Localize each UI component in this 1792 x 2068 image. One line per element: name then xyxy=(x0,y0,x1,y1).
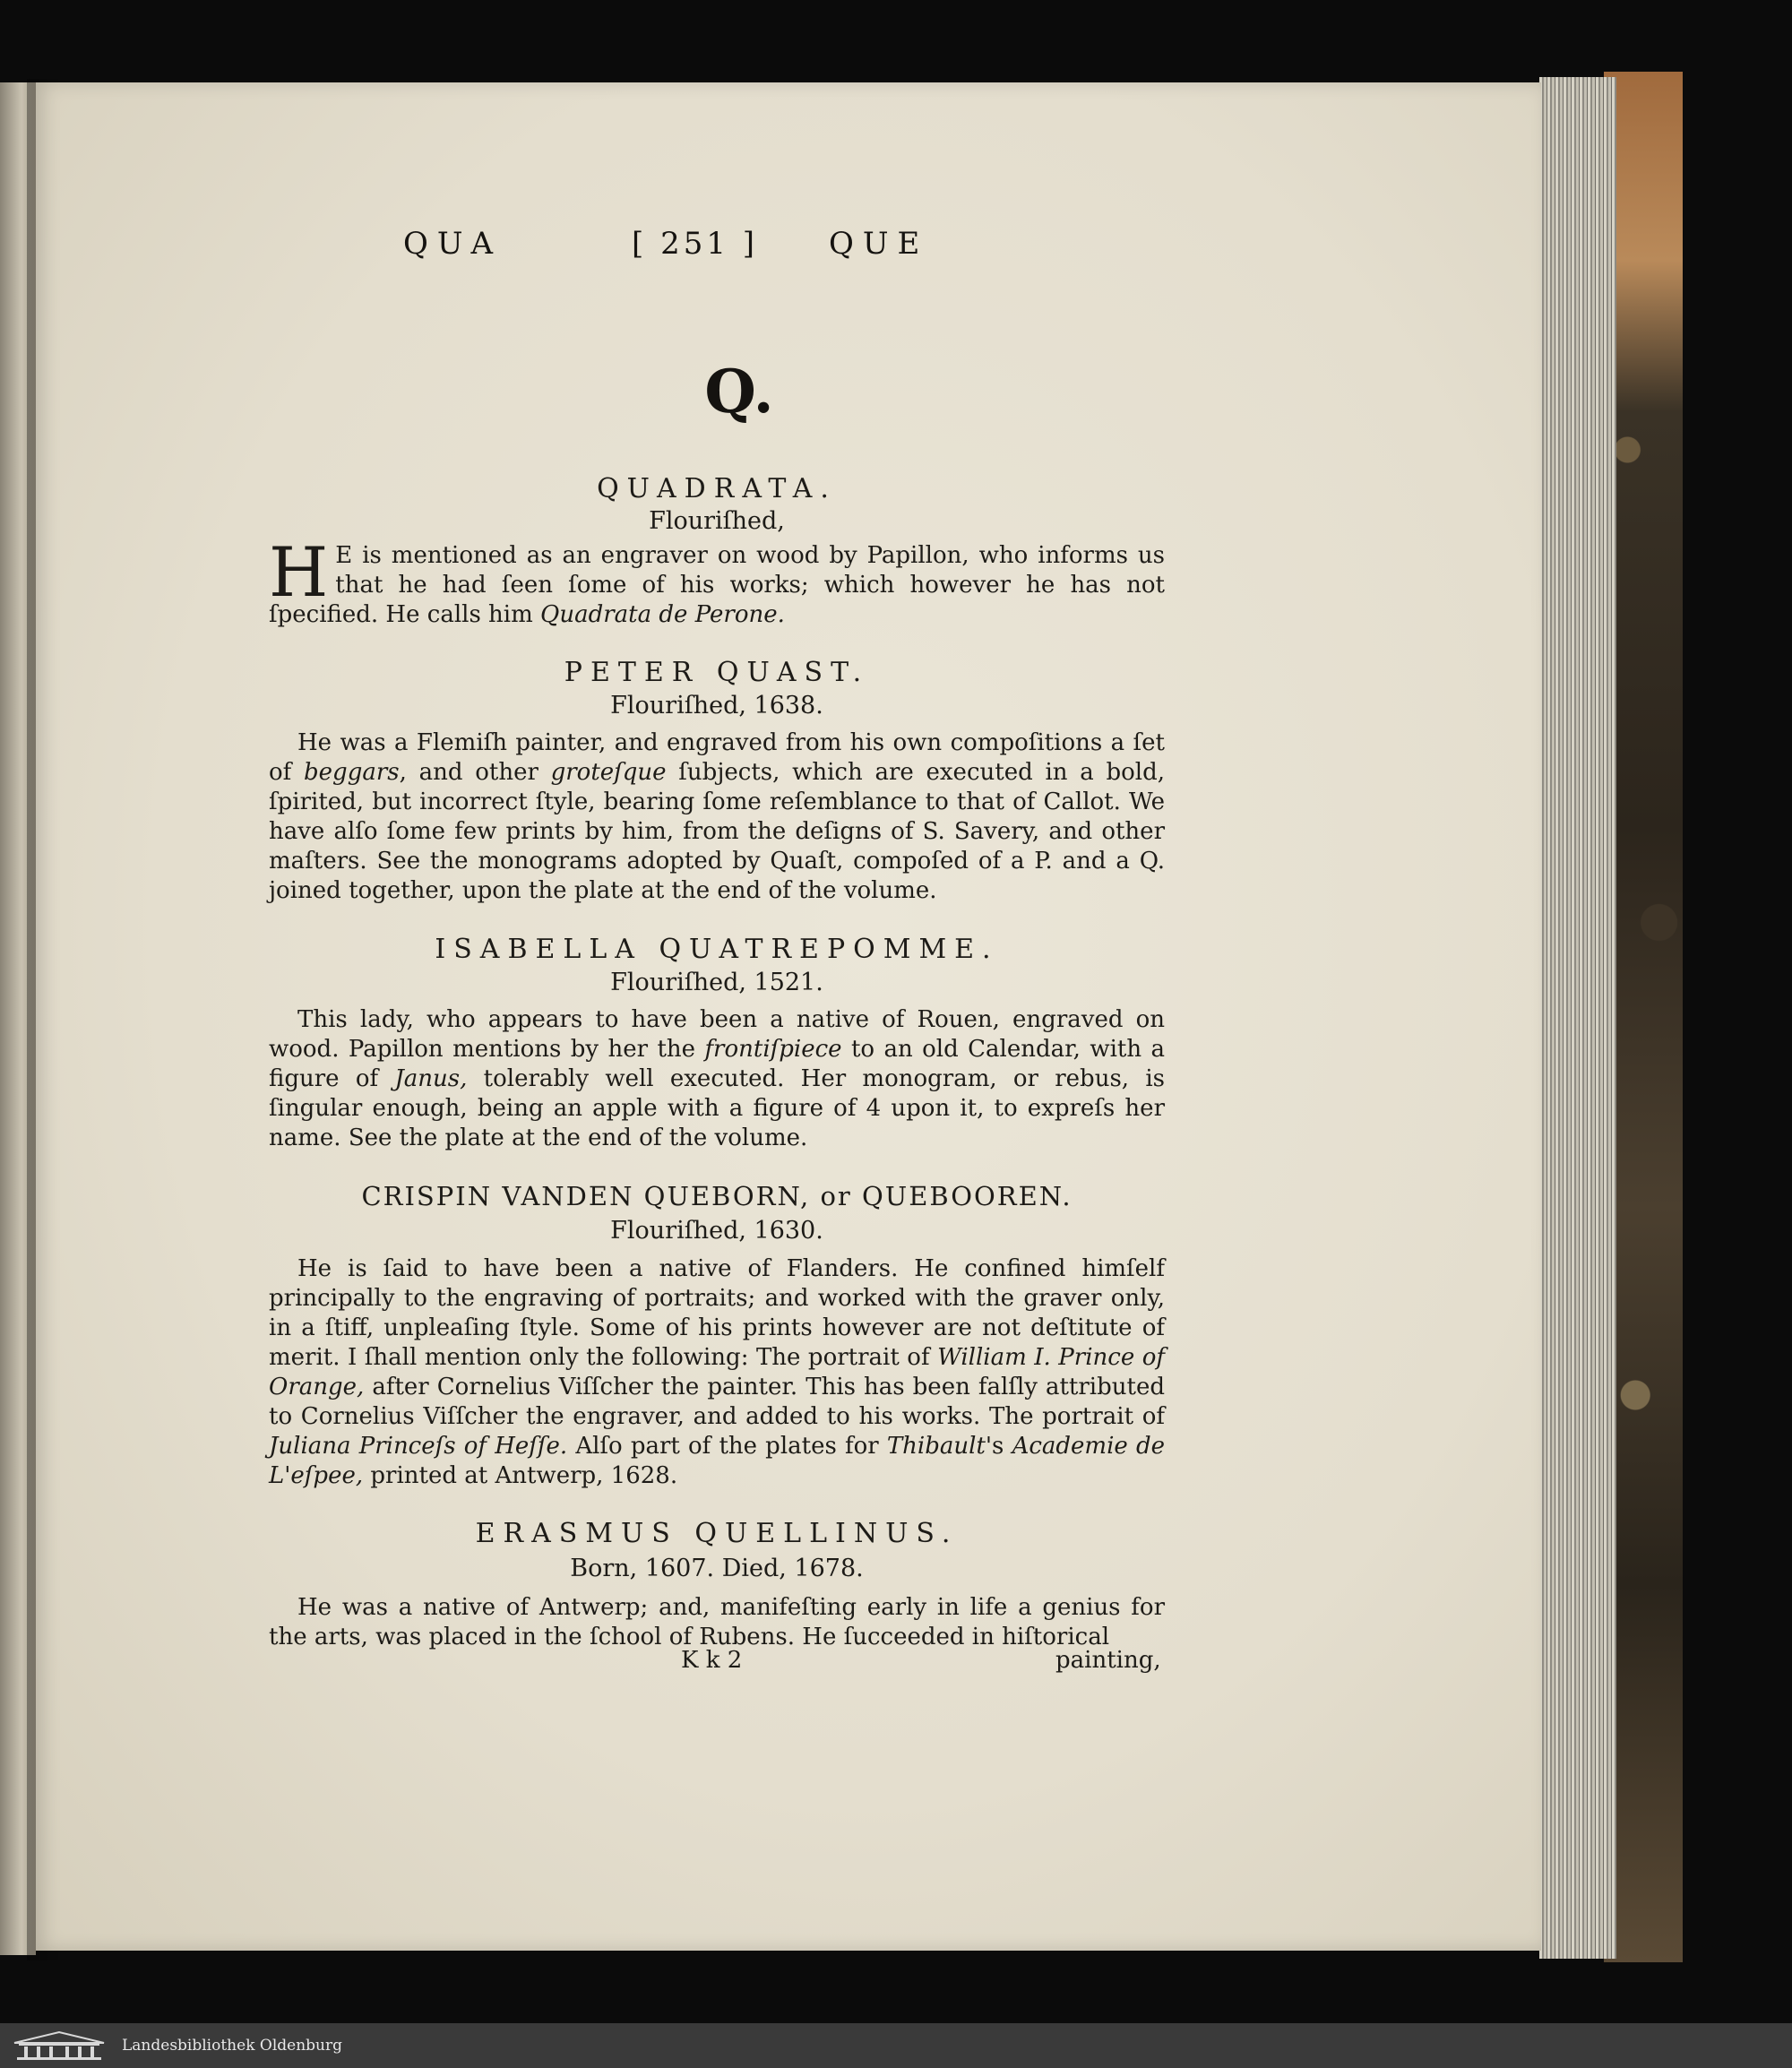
entry-date: Flouriſhed, 1630. xyxy=(610,1217,823,1245)
page-number: [ 251 ] xyxy=(632,226,759,262)
footer-bar xyxy=(0,2023,1792,2068)
entry-date: Flouriſhed, xyxy=(649,507,785,535)
page-edges xyxy=(1539,77,1616,1959)
entry-body: He is ſaid to have been a native of Flanders. He confined himſelf principally to the engraving of portraits; and worked with the graver only, in a ſtiff, unpleaſing ſtyle. Some of his prints however are not deſtitute of merit. I ſhall mention only the following: The portrait of William I. Prince of Orange, after Cornelius Viſſcher the painter. This has been falſly attributed to Cornelius Viſſcher the engraver, and added to his works. The portrait of Juliana Princeſs of Heſſe. Alſo part of the plates for Thibault's Academie de L'eſpee, printed at Antwerp, 1628. xyxy=(269,1255,1165,1489)
entry-date: Flouriſhed, 1638. xyxy=(610,692,823,719)
entry-body: He was a Flemiſh painter, and engraved from his own compoſitions a ſet of beggars, and other groteſque ſubjects, which are executed in a bold, ſpirited, but incorrect ſtyle, bearing ſome reſemblance to that of Callot. We have alſo ſome few prints by him, from the deſigns of S. Savery, and other maſters. See the monograms adopted by Quaſt, compoſed of a P. and a Q. joined together, upon the plate at the end of the volume. xyxy=(269,729,1165,904)
entry-heading: PETER QUAST. xyxy=(564,657,870,688)
running-head-left: QUA xyxy=(403,226,503,262)
library-name: Landesbibliothek Oldenburg xyxy=(122,2037,343,2055)
entry-heading: QUADRATA. xyxy=(597,473,837,504)
entry-date: Flouriſhed, 1521. xyxy=(610,969,823,996)
entry-body: This lady, who appears to have been a native of Rouen, engraved on wood. Papillon mentions by her the frontiſpiece to an old Calendar, with a figure of Janus, tolerably well executed. Her monogram, or rebus, is ſingular enough, being an apple with a figure of 4 upon it, to expreſs her name. See the plate at the end of the volume. xyxy=(269,1006,1166,1151)
entry-heading: CRISPIN VANDEN QUEBORN, or QUEBOOREN. xyxy=(361,1181,1073,1211)
entry-date: Born, 1607. Died, 1678. xyxy=(570,1555,864,1582)
catchword: painting, xyxy=(1055,1647,1161,1674)
entry-heading: ERASMUS QUELLINUS. xyxy=(475,1518,959,1549)
library-building-icon xyxy=(5,2029,113,2062)
signature-mark: K k 2 xyxy=(681,1647,743,1674)
section-letter: Q. xyxy=(704,357,774,427)
entry-body: H E is mentioned as an engraver on wood by Papillon, who informs us that he had ſeen ſome of his works; which however he has not ſpecified. He calls him Quadrata de Perone. xyxy=(269,532,1165,628)
entry-body: He was a native of Antwerp; and, manifeſting early in life a genius for the arts, was placed in the ſchool of Rubens. He ſucceeded in hiſtorical xyxy=(269,1594,1165,1650)
running-head-right: QUE xyxy=(829,226,929,262)
entry-heading: ISABELLA QUATREPOMME. xyxy=(435,934,999,965)
drop-cap: H xyxy=(269,532,329,612)
